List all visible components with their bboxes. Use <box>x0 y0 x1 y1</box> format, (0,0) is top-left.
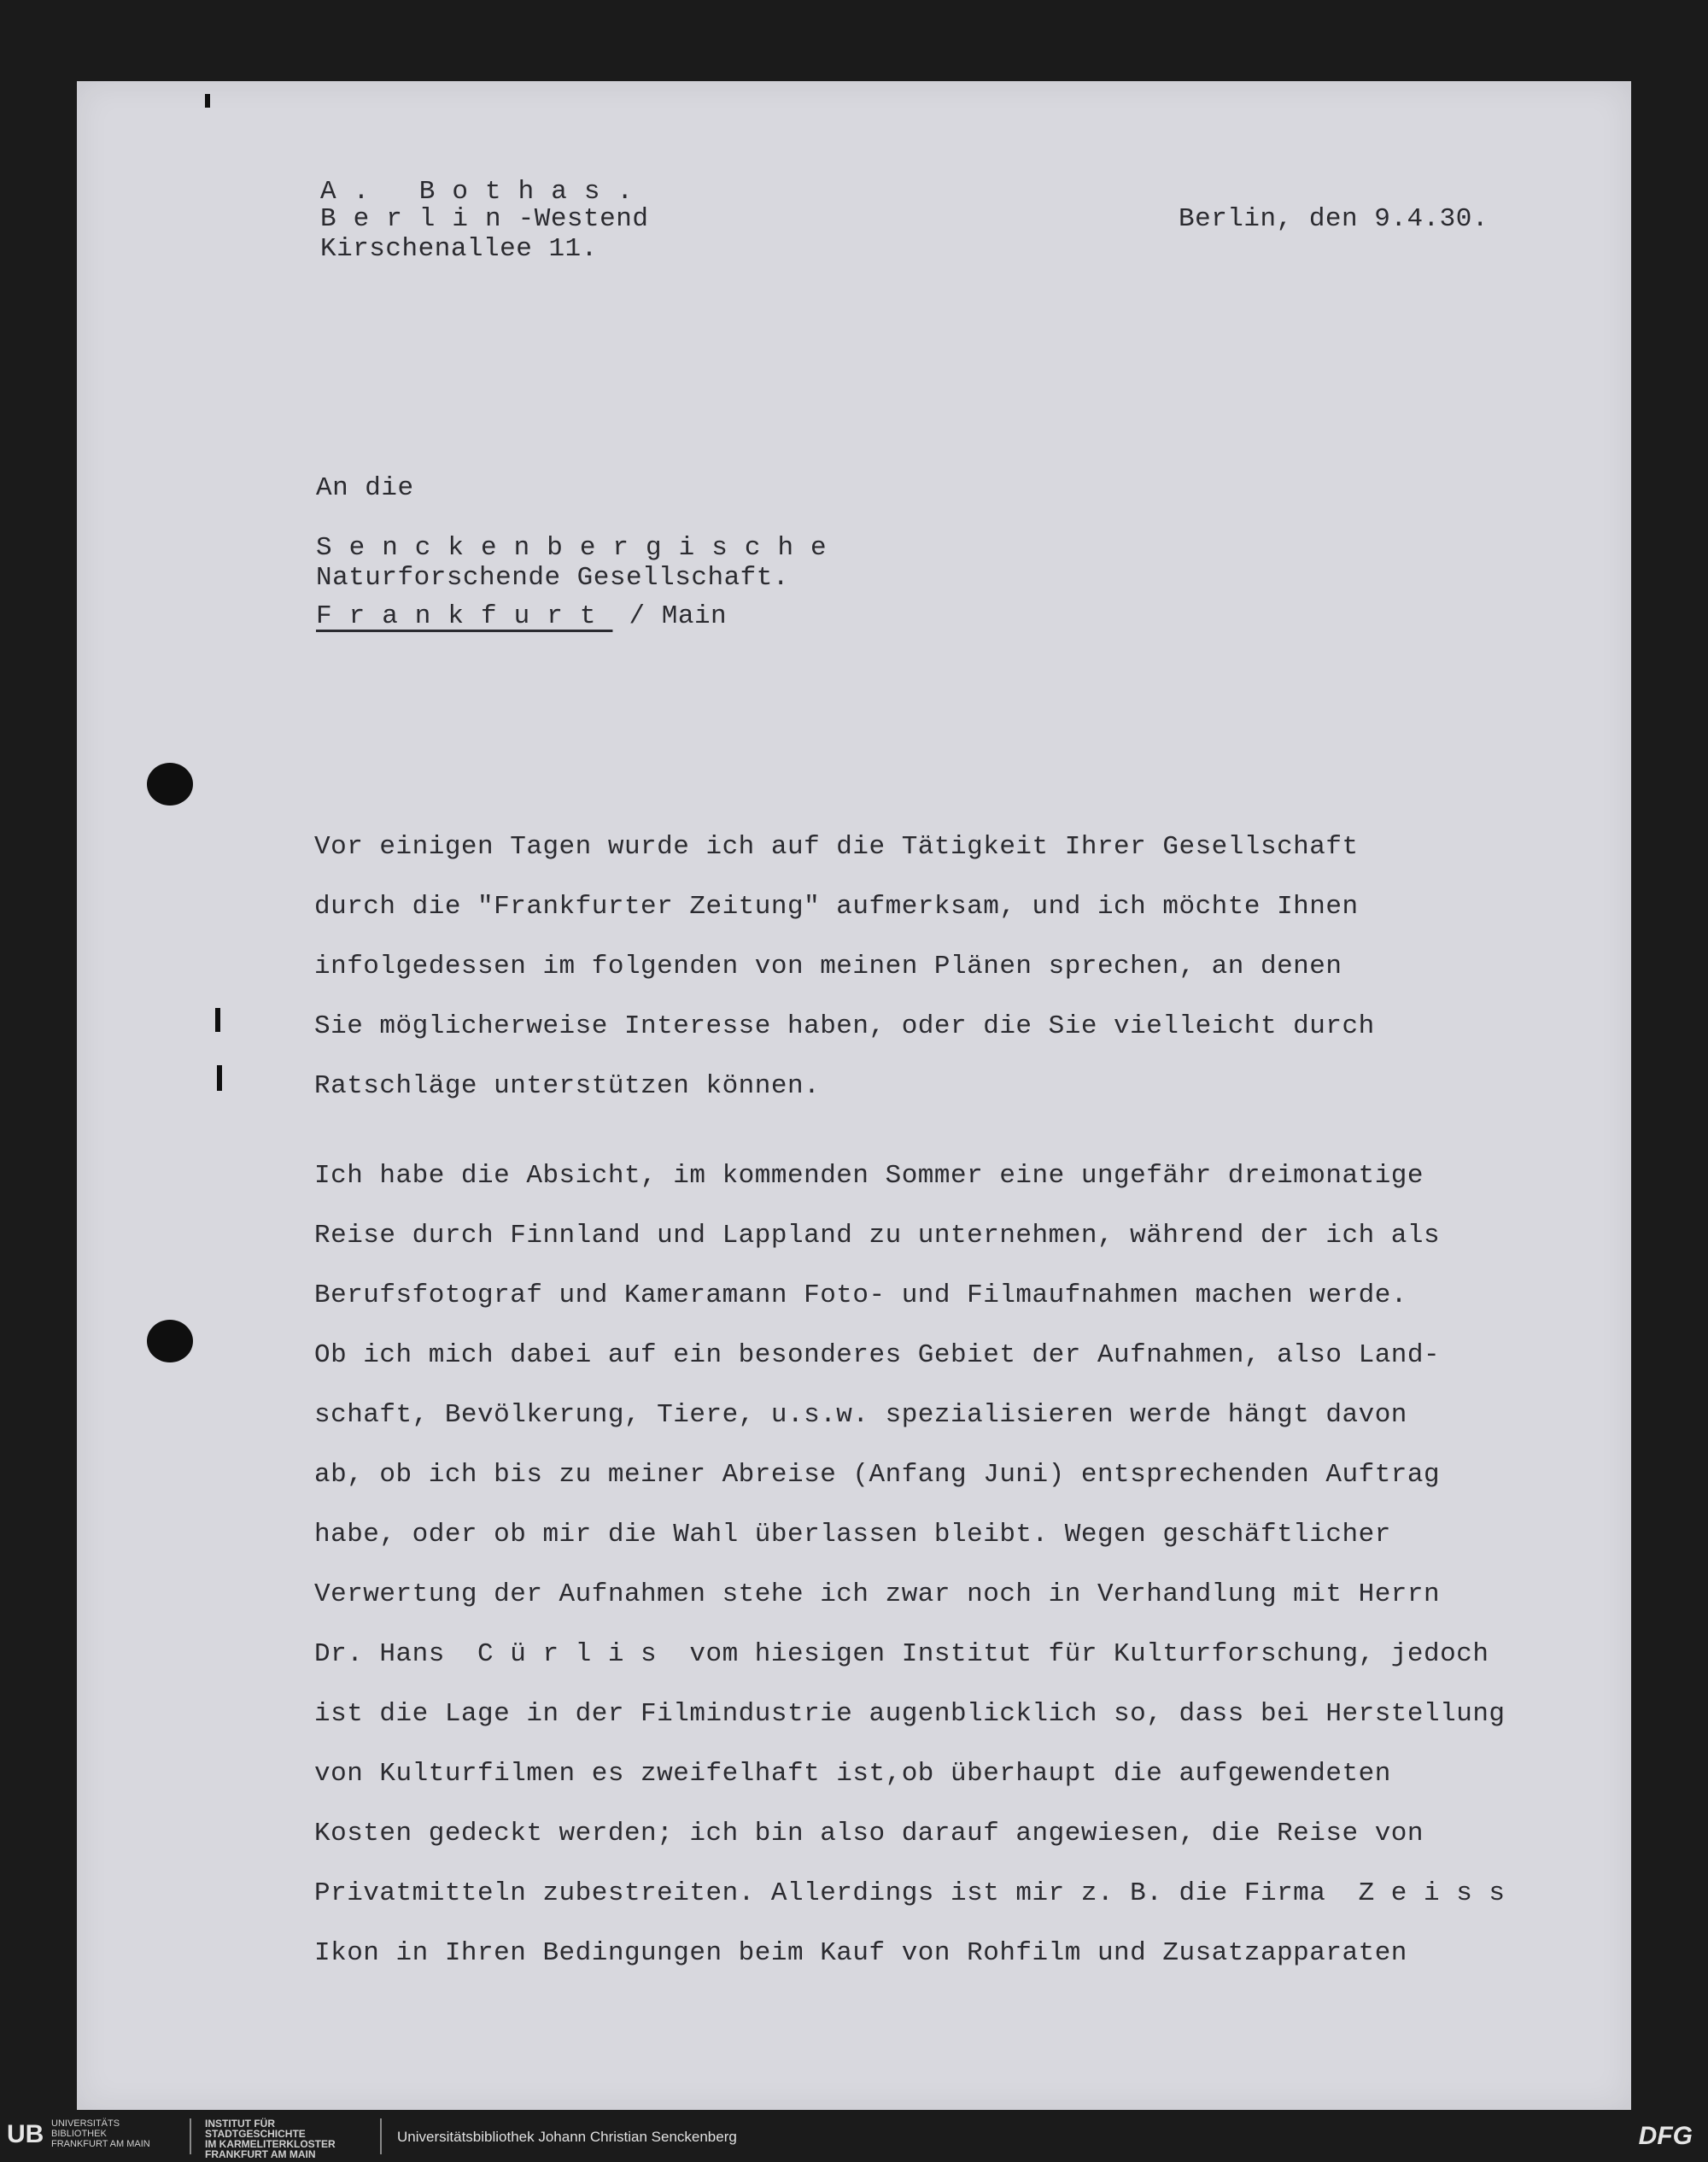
text-line: Ich habe die Absicht, im kommenden Sommer eine ungefähr dreimonatige <box>314 1161 1424 1191</box>
text-line: Dr. Hans C ü r l i s vom hiesigen Institut für Kulturforschung, jedoch <box>314 1639 1489 1669</box>
ub-logo-text: UNIVERSITÄTS BIBLIOTHEK FRANKFURT AM MAIN <box>51 2118 150 2149</box>
text-line: habe, oder ob mir die Wahl überlassen bleibt. Wegen geschäftlicher <box>314 1520 1391 1550</box>
ub-logo: UB <box>7 2120 44 2148</box>
margin-mark <box>215 1008 220 1032</box>
margin-mark <box>217 1065 222 1091</box>
text-line: Ob ich mich dabei auf ein besonderes Gebiet der Aufnahmen, also Land- <box>314 1340 1441 1370</box>
text-line: Ikon in Ihren Bedingungen beim Kauf von Rohfilm und Zusatzapparaten <box>314 1938 1407 1968</box>
text-line: infolgedessen im folgenden von meinen Plänen sprechen, an denen <box>314 952 1342 981</box>
institute-logo-text: INSTITUT FÜR STADTGESCHICHTE IM KARMELITERKLOSTER FRANKFURT AM MAIN <box>205 2118 336 2160</box>
text-line: Sie möglicherweise Interesse haben, oder die Sie vielleicht durch <box>314 1011 1375 1041</box>
text-line: von Kulturfilmen es zweifelhaft ist,ob überhaupt die aufgewendeten <box>314 1759 1391 1789</box>
punch-hole-top <box>147 763 193 806</box>
letter-page <box>77 81 1631 2110</box>
footer-divider <box>380 2118 382 2154</box>
text-line: Reise durch Finnland und Lappland zu unternehmen, während der ich als <box>314 1221 1441 1251</box>
place-date: Berlin, den 9.4.30. <box>1179 204 1489 234</box>
recipient-line-2: Senckenbergische <box>316 533 844 563</box>
sender-city-suffix: -Westend <box>518 204 649 234</box>
text-line: Berufsfotograf und Kameramann Foto- und Filmaufnahmen machen werde. <box>314 1280 1407 1310</box>
text-line: durch die "Frankfurter Zeitung" aufmerksam, und ich möchte Ihnen <box>314 892 1359 922</box>
text-line: Kosten gedeckt werden; ich bin also darauf angewiesen, die Reise von <box>314 1819 1424 1849</box>
punch-hole-bottom <box>147 1320 193 1362</box>
text-line: ist die Lage in der Filmindustrie augenblicklich so, dass bei Herstellung <box>314 1699 1506 1729</box>
recipient-city-name: Frankfurt <box>316 601 613 631</box>
dfg-logo: DFG <box>1638 2122 1693 2150</box>
sender-street: Kirschenallee 11. <box>320 234 598 264</box>
margin-mark <box>205 94 210 108</box>
text-line: schaft, Bevölkerung, Tiere, u.s.w. spezialisieren werde hängt davon <box>314 1400 1407 1430</box>
sender-name: A. Bothas. <box>320 177 651 207</box>
footer-divider <box>190 2118 191 2154</box>
recipient-city <box>316 602 727 631</box>
recipient-city-suffix: / Main <box>629 601 728 631</box>
sender-city-name: Berlin <box>320 204 518 234</box>
library-name: Universitätsbibliothek Johann Christian Senckenberg <box>397 2129 737 2145</box>
sender-city <box>320 205 648 234</box>
text-line: Privatmitteln zubestreiten. Allerdings ist mir z. B. die Firma Z e i s s <box>314 1878 1506 1908</box>
text-line: Ratschläge unterstützen können. <box>314 1071 821 1101</box>
text-line: Verwertung der Aufnahmen stehe ich zwar noch in Verhandlung mit Herrn <box>314 1579 1441 1609</box>
text-line: Vor einigen Tagen wurde ich auf die Tätigkeit Ihrer Gesellschaft <box>314 832 1359 862</box>
recipient-line-3: Naturforschende Gesellschaft. <box>316 563 789 593</box>
recipient-line-1: An die <box>316 473 414 503</box>
footer-bar <box>0 2110 1708 2162</box>
text-line: ab, ob ich bis zu meiner Abreise (Anfang Juni) entsprechenden Auftrag <box>314 1460 1441 1490</box>
